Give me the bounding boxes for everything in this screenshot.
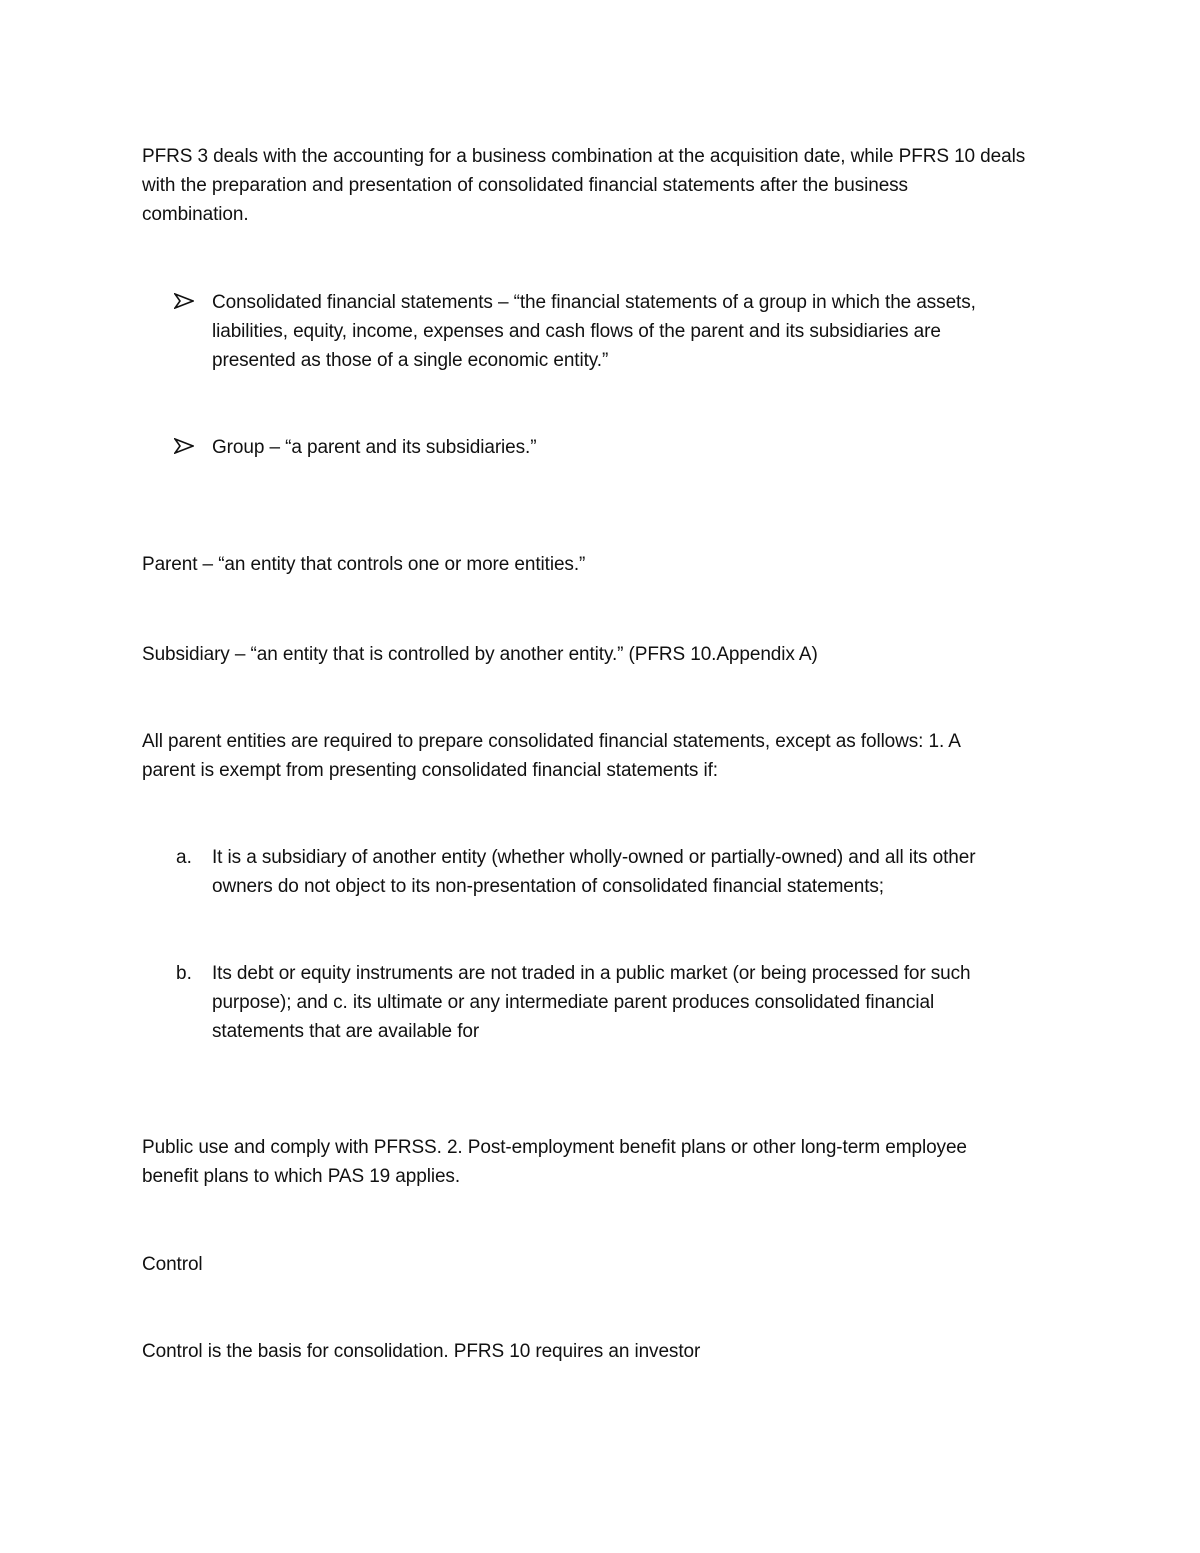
requirement-line-1: All parent entities are required to prepare consolidated financial statements, except as follows: 1. A	[142, 731, 961, 752]
public-use-line-2: benefit plans to which PAS 19 applies.	[142, 1166, 460, 1187]
list-marker-b: b.	[176, 963, 192, 984]
arrowhead-bullet-icon	[174, 293, 194, 309]
control-text: Control is the basis for consolidation. PFRS 10 requires an investor	[142, 1341, 701, 1362]
exemption-b-line-2: purpose); and c. its ultimate or any intermediate parent produces consolidated financial	[212, 992, 935, 1013]
bullet-consolidated-line-2: liabilities, equity, income, expenses and cash flows of the parent and its subsidiaries are	[212, 321, 941, 342]
intro-line-3: combination.	[142, 204, 249, 225]
bullet-consolidated-line-1: Consolidated financial statements – “the financial statements of a group in which the assets,	[212, 292, 976, 313]
exemption-a-line-1: It is a subsidiary of another entity (whether wholly-owned or partially-owned) and all its other	[212, 847, 976, 868]
exemption-b-line-3: statements that are available for	[212, 1021, 480, 1042]
exemption-b-line-1: Its debt or equity instruments are not traded in a public market (or being processed for such	[212, 963, 971, 984]
exemption-a-line-2: owners do not object to its non-presentation of consolidated financial statements;	[212, 876, 884, 897]
intro-line-2: with the preparation and presentation of consolidated financial statements after the business	[142, 175, 908, 196]
bullet-group-line: Group – “a parent and its subsidiaries.”	[212, 437, 537, 458]
public-use-line-1: Public use and comply with PFRSS. 2. Post-employment benefit plans or other long-term employee	[142, 1137, 967, 1158]
intro-line-1: PFRS 3 deals with the accounting for a business combination at the acquisition date, while PFRS 10 deals	[142, 146, 1026, 167]
arrowhead-bullet-icon	[174, 438, 194, 454]
control-heading: Control	[142, 1254, 203, 1275]
bullet-consolidated-line-3: presented as those of a single economic entity.”	[212, 350, 609, 371]
parent-definition: Parent – “an entity that controls one or more entities.”	[142, 554, 586, 575]
list-marker-a: a.	[176, 847, 192, 868]
requirement-line-2: parent is exempt from presenting consolidated financial statements if:	[142, 760, 718, 781]
subsidiary-definition: Subsidiary – “an entity that is controlled by another entity.” (PFRS 10.Appendix A)	[142, 644, 818, 665]
